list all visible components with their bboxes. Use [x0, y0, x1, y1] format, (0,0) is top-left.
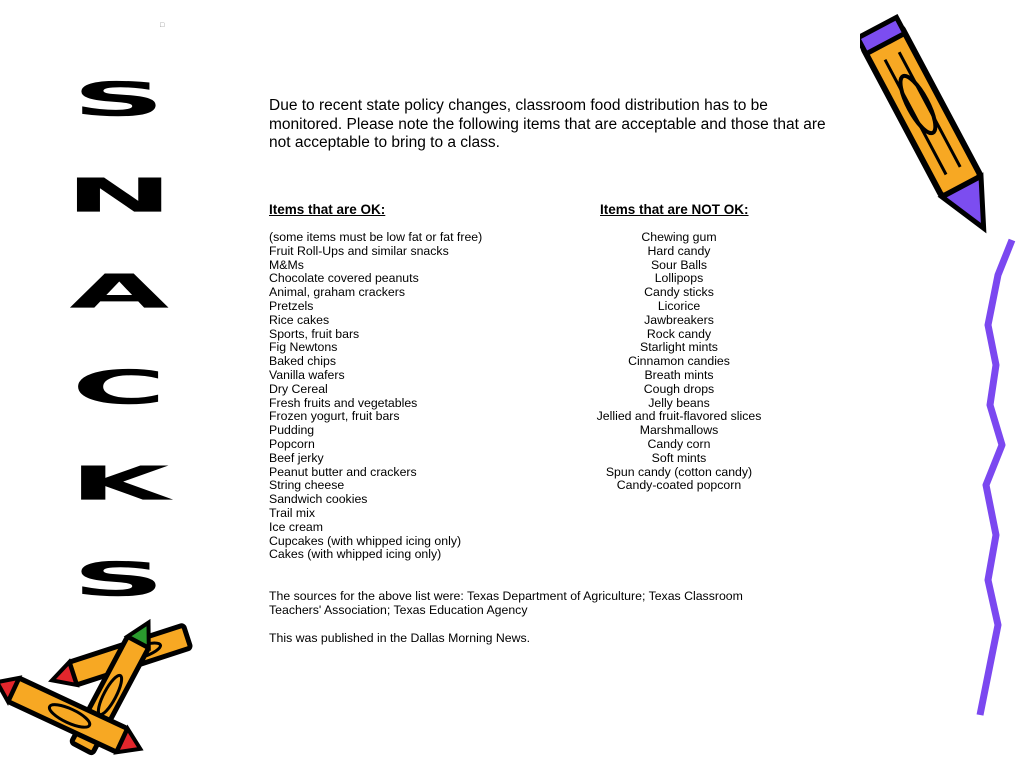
not-ok-item: Candy-coated popcorn	[616, 478, 742, 493]
ok-item: Sandwich cookies	[269, 492, 368, 507]
not-ok-item: Rock candy	[646, 326, 712, 341]
ok-item: M&Ms	[269, 257, 304, 272]
ok-item: Fruit Roll-Ups and similar snacks	[269, 243, 449, 258]
not-ok-item: Chewing gum	[641, 230, 717, 244]
ok-item: Frozen yogurt, fruit bars	[269, 409, 400, 424]
not-ok-item: Hard candy	[647, 243, 711, 258]
ok-list	[269, 231, 482, 562]
ok-item: Popcorn	[269, 436, 315, 451]
title-letter: K	[69, 456, 169, 512]
pencil-icon	[860, 4, 1010, 249]
sources-text: The sources for the above list were: Texas Department of Agriculture; Texas Classroom Teachers' Association; Texas Education Agency	[269, 589, 743, 617]
not-ok-item: Candy sticks	[644, 285, 714, 300]
ok-item: Rice cakes	[269, 312, 330, 327]
ok-header: Items that are OK:	[269, 202, 386, 217]
ok-item: Sports, fruit bars	[269, 326, 360, 341]
not-ok-item: Jawbreakers	[644, 312, 714, 327]
squiggle-line	[968, 235, 1024, 725]
not-ok-list	[569, 231, 789, 493]
not-ok-item: Licorice	[657, 298, 701, 313]
not-ok-item: Jelly beans	[648, 395, 710, 410]
snacks-title	[40, 52, 198, 628]
not-ok-item: Starlight mints	[640, 340, 718, 355]
ok-item: Fig Newtons	[269, 340, 338, 355]
not-ok-item: Candy corn	[647, 436, 711, 451]
ok-item: Beef jerky	[269, 450, 324, 465]
not-ok-item: Spun candy (cotton candy)	[605, 464, 753, 479]
not-ok-item: Sour Balls	[650, 257, 708, 272]
not-ok-item: Marshmallows	[639, 423, 719, 438]
crossed-pencils-icon	[0, 615, 210, 765]
ok-item: (some items must be low fat or fat free)	[269, 230, 483, 244]
ok-item: Ice cream	[269, 519, 323, 534]
not-ok-item: Lollipops	[654, 271, 704, 286]
title-letter: C	[71, 360, 167, 416]
not-ok-item: Jellied and fruit-flavored slices	[596, 409, 762, 424]
ok-item: Cakes (with whipped icing only)	[269, 547, 442, 562]
not-ok-header: Items that are NOT OK:	[600, 202, 749, 217]
ok-item: Dry Cereal	[269, 381, 328, 396]
title-letter: N	[65, 168, 173, 224]
intro-paragraph: Due to recent state policy changes, classroom food distribution has to be monitored. Please note the following items that are acceptable and those that are not acceptable to bring to a class.	[269, 97, 826, 151]
ok-item: Animal, graham crackers	[269, 285, 405, 300]
ok-item: String cheese	[269, 478, 345, 493]
not-ok-item: Cinnamon candies	[628, 354, 730, 369]
ok-item: Pretzels	[269, 298, 314, 313]
not-ok-item: Soft mints	[651, 450, 707, 465]
title-letter: S	[72, 552, 166, 608]
not-ok-item: Cough drops	[643, 381, 715, 396]
ok-item: Fresh fruits and vegetables	[269, 395, 418, 410]
published-note: This was published in the Dallas Morning News.	[269, 631, 531, 645]
corner-mark: □	[160, 22, 165, 29]
ok-item: Cupcakes (with whipped icing only)	[269, 533, 462, 548]
ok-item: Pudding	[269, 423, 315, 438]
ok-item: Chocolate covered peanuts	[269, 271, 419, 286]
not-ok-item: Breath mints	[644, 367, 714, 382]
title-letter: A	[69, 264, 169, 320]
title-letter: S	[72, 72, 166, 128]
ok-item: Vanilla wafers	[269, 367, 345, 382]
ok-item: Peanut butter and crackers	[269, 464, 417, 479]
ok-item: Trail mix	[269, 505, 315, 520]
ok-item: Baked chips	[269, 354, 336, 369]
